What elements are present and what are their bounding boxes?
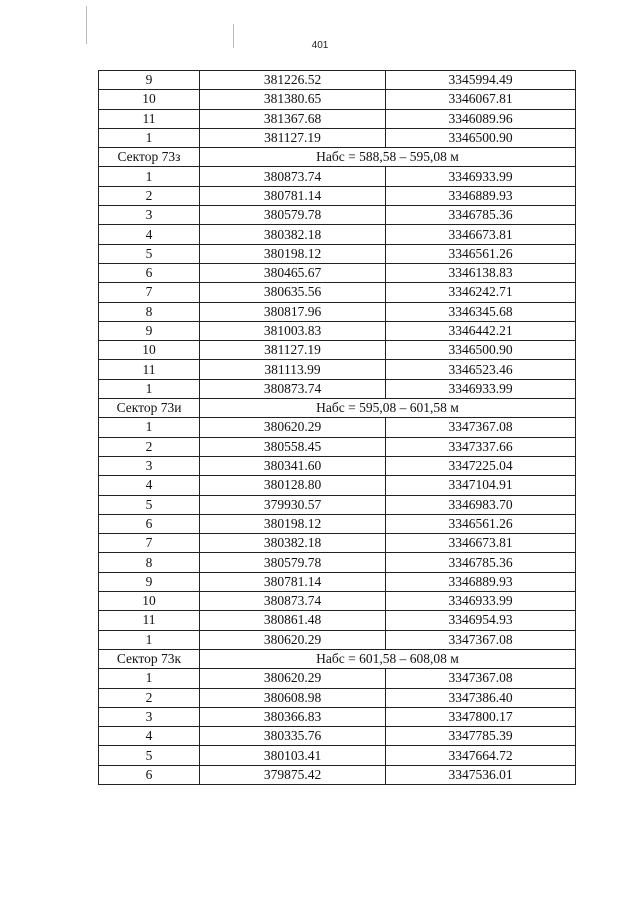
y-coordinate-cell: 3346561.26 [386, 244, 576, 263]
point-number-cell: 5 [99, 495, 200, 514]
point-number-cell: 11 [99, 611, 200, 630]
y-coordinate-cell: 3346442.21 [386, 321, 576, 340]
table-row [99, 418, 576, 437]
sector-header-row [99, 399, 576, 418]
x-coordinate-cell: 380465.67 [200, 263, 386, 282]
x-coordinate-cell: 380382.18 [200, 225, 386, 244]
table-row [99, 302, 576, 321]
x-coordinate-cell: 380781.14 [200, 572, 386, 591]
y-coordinate-cell: 3347664.72 [386, 746, 576, 765]
y-coordinate-cell: 3347225.04 [386, 456, 576, 475]
x-coordinate-cell: 380620.29 [200, 630, 386, 649]
point-number-cell: 4 [99, 727, 200, 746]
x-coordinate-cell: 380579.78 [200, 553, 386, 572]
point-number-cell: 10 [99, 592, 200, 611]
point-number-cell: 11 [99, 109, 200, 128]
point-number-cell: 3 [99, 456, 200, 475]
y-coordinate-cell: 3347785.39 [386, 727, 576, 746]
table-row [99, 456, 576, 475]
point-number-cell: 1 [99, 418, 200, 437]
y-coordinate-cell: 3346983.70 [386, 495, 576, 514]
table-row [99, 341, 576, 360]
x-coordinate-cell: 380635.56 [200, 283, 386, 302]
x-coordinate-cell: 381380.65 [200, 90, 386, 109]
point-number-cell: 10 [99, 90, 200, 109]
y-coordinate-cell: 3346138.83 [386, 263, 576, 282]
x-coordinate-cell: 379875.42 [200, 765, 386, 784]
point-number-cell: 8 [99, 302, 200, 321]
sector-name: Сектор 73и [99, 399, 200, 418]
point-number-cell: 7 [99, 283, 200, 302]
table-row [99, 225, 576, 244]
table-row [99, 437, 576, 456]
x-coordinate-cell: 380608.98 [200, 688, 386, 707]
y-coordinate-cell: 3346933.99 [386, 167, 576, 186]
x-coordinate-cell: 380817.96 [200, 302, 386, 321]
x-coordinate-cell: 380558.45 [200, 437, 386, 456]
y-coordinate-cell: 3347800.17 [386, 707, 576, 726]
x-coordinate-cell: 381127.19 [200, 341, 386, 360]
x-coordinate-cell: 380341.60 [200, 456, 386, 475]
table-row [99, 630, 576, 649]
x-coordinate-cell: 380620.29 [200, 418, 386, 437]
y-coordinate-cell: 3346673.81 [386, 225, 576, 244]
table-row [99, 206, 576, 225]
table-row [99, 379, 576, 398]
x-coordinate-cell: 381226.52 [200, 71, 386, 90]
x-coordinate-cell: 380873.74 [200, 167, 386, 186]
sector-header-row [99, 649, 576, 668]
table-row [99, 534, 576, 553]
point-number-cell: 2 [99, 437, 200, 456]
sector-name: Сектор 73к [99, 649, 200, 668]
point-number-cell: 9 [99, 572, 200, 591]
y-coordinate-cell: 3347367.08 [386, 418, 576, 437]
y-coordinate-cell: 3346889.93 [386, 186, 576, 205]
x-coordinate-cell: 380128.80 [200, 476, 386, 495]
y-coordinate-cell: 3347104.91 [386, 476, 576, 495]
x-coordinate-cell: 379930.57 [200, 495, 386, 514]
table-row [99, 495, 576, 514]
table-row [99, 360, 576, 379]
sector-name: Сектор 73з [99, 148, 200, 167]
table-row [99, 476, 576, 495]
point-number-cell: 11 [99, 360, 200, 379]
sector-elevation-range: Набс = 595,08 – 601,58 м [200, 399, 576, 418]
table-row [99, 321, 576, 340]
table-row [99, 109, 576, 128]
table-row [99, 592, 576, 611]
y-coordinate-cell: 3346089.96 [386, 109, 576, 128]
y-coordinate-cell: 3346933.99 [386, 592, 576, 611]
x-coordinate-cell: 380382.18 [200, 534, 386, 553]
x-coordinate-cell: 381127.19 [200, 128, 386, 147]
point-number-cell: 1 [99, 669, 200, 688]
y-coordinate-cell: 3346242.71 [386, 283, 576, 302]
y-coordinate-cell: 3346785.36 [386, 553, 576, 572]
point-number-cell: 10 [99, 341, 200, 360]
point-number-cell: 4 [99, 225, 200, 244]
point-number-cell: 6 [99, 514, 200, 533]
point-number-cell: 9 [99, 71, 200, 90]
y-coordinate-cell: 3346673.81 [386, 534, 576, 553]
point-number-cell: 1 [99, 167, 200, 186]
table-row [99, 688, 576, 707]
table-row [99, 572, 576, 591]
point-number-cell: 5 [99, 244, 200, 263]
y-coordinate-cell: 3347337.66 [386, 437, 576, 456]
point-number-cell: 3 [99, 206, 200, 225]
y-coordinate-cell: 3347386.40 [386, 688, 576, 707]
x-coordinate-cell: 380781.14 [200, 186, 386, 205]
table-row [99, 611, 576, 630]
point-number-cell: 6 [99, 263, 200, 282]
y-coordinate-cell: 3346500.90 [386, 341, 576, 360]
y-coordinate-cell: 3346954.93 [386, 611, 576, 630]
sector-header-row [99, 148, 576, 167]
table-row [99, 263, 576, 282]
sector-elevation-range: Набс = 601,58 – 608,08 м [200, 649, 576, 668]
table-row [99, 90, 576, 109]
x-coordinate-cell: 380873.74 [200, 379, 386, 398]
y-coordinate-cell: 3346067.81 [386, 90, 576, 109]
x-coordinate-cell: 380335.76 [200, 727, 386, 746]
x-coordinate-cell: 380873.74 [200, 592, 386, 611]
y-coordinate-cell: 3347367.08 [386, 630, 576, 649]
point-number-cell: 7 [99, 534, 200, 553]
x-coordinate-cell: 380366.83 [200, 707, 386, 726]
point-number-cell: 6 [99, 765, 200, 784]
table-row [99, 128, 576, 147]
point-number-cell: 8 [99, 553, 200, 572]
sector-elevation-range: Набс = 588,58 – 595,08 м [200, 148, 576, 167]
x-coordinate-cell: 380198.12 [200, 514, 386, 533]
y-coordinate-cell: 3345994.49 [386, 71, 576, 90]
table-row [99, 707, 576, 726]
page-number: 401 [311, 40, 329, 51]
x-coordinate-cell: 380198.12 [200, 244, 386, 263]
y-coordinate-cell: 3346523.46 [386, 360, 576, 379]
table-row [99, 553, 576, 572]
y-coordinate-cell: 3346889.93 [386, 572, 576, 591]
table-row [99, 765, 576, 784]
y-coordinate-cell: 3346785.36 [386, 206, 576, 225]
y-coordinate-cell: 3347536.01 [386, 765, 576, 784]
x-coordinate-cell: 380620.29 [200, 669, 386, 688]
table-row [99, 71, 576, 90]
y-coordinate-cell: 3346500.90 [386, 128, 576, 147]
point-number-cell: 1 [99, 630, 200, 649]
point-number-cell: 2 [99, 688, 200, 707]
table-row [99, 727, 576, 746]
y-coordinate-cell: 3347367.08 [386, 669, 576, 688]
point-number-cell: 4 [99, 476, 200, 495]
table-row [99, 669, 576, 688]
coordinates-table-body [99, 71, 576, 785]
table-row [99, 746, 576, 765]
y-coordinate-cell: 3346561.26 [386, 514, 576, 533]
point-number-cell: 9 [99, 321, 200, 340]
x-coordinate-cell: 380861.48 [200, 611, 386, 630]
x-coordinate-cell: 381113.99 [200, 360, 386, 379]
point-number-cell: 5 [99, 746, 200, 765]
table-row [99, 514, 576, 533]
y-coordinate-cell: 3346933.99 [386, 379, 576, 398]
x-coordinate-cell: 380103.41 [200, 746, 386, 765]
point-number-cell: 3 [99, 707, 200, 726]
scan-artifact-line [86, 6, 87, 44]
x-coordinate-cell: 380579.78 [200, 206, 386, 225]
x-coordinate-cell: 381003.83 [200, 321, 386, 340]
point-number-cell: 1 [99, 379, 200, 398]
point-number-cell: 2 [99, 186, 200, 205]
table-row [99, 283, 576, 302]
table-row [99, 167, 576, 186]
coordinates-table [98, 70, 576, 785]
table-row [99, 186, 576, 205]
x-coordinate-cell: 381367.68 [200, 109, 386, 128]
point-number-cell: 1 [99, 128, 200, 147]
y-coordinate-cell: 3346345.68 [386, 302, 576, 321]
table-row [99, 244, 576, 263]
